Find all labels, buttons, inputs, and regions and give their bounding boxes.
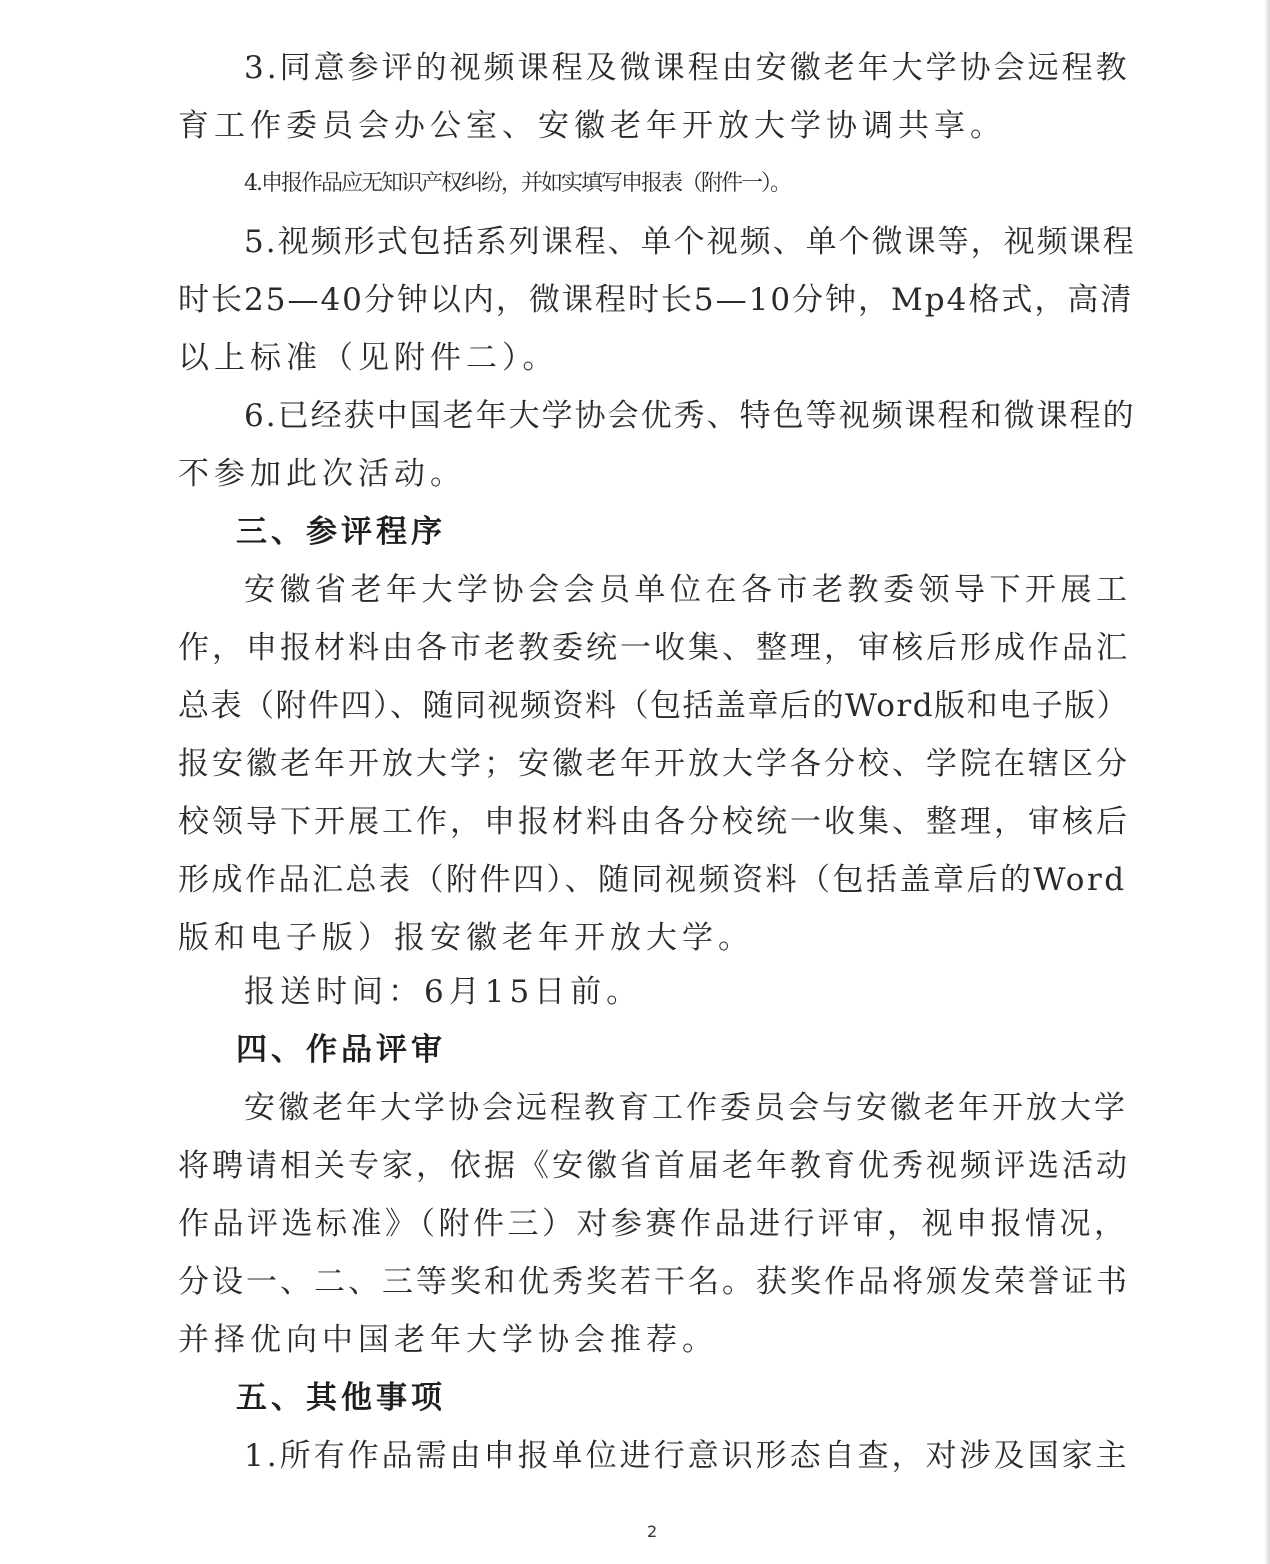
text-line: 3.同意参评的视频课程及微课程由安徽老年大学协会远程教 <box>244 50 1130 86</box>
text-line: 安徽老年大学协会远程教育工作委员会与安徽老年开放大学 <box>244 1090 1128 1126</box>
text-line: 1.所有作品需由申报单位进行意识形态自查，对涉及国家主 <box>244 1438 1130 1474</box>
text-line: 并择优向中国老年大学协会推荐。 <box>178 1322 718 1358</box>
text-line: 校领导下开展工作，申报材料由各分校统一收集、整理，审核后 <box>178 804 1130 840</box>
text-line: 育工作委员会办公室、安徽老年开放大学协调共享。 <box>178 108 1006 144</box>
text-line: 形成作品汇总表（附件四）、随同视频资料（包括盖章后的Word <box>178 862 1127 898</box>
scan-edge-shadow <box>1264 0 1270 1564</box>
section-heading: 三、参评程序 <box>236 514 446 550</box>
text-line: 报安徽老年开放大学；安徽老年开放大学各分校、学院在辖区分 <box>178 746 1130 782</box>
text-line: 报送时间：6月15日前。 <box>244 974 643 1010</box>
text-line: 4.申报作品应无知识产权纠纷，并如实填写申报表（附件一）。 <box>244 171 790 196</box>
text-line: 安徽省老年大学协会会员单位在各市老教委领导下开展工 <box>244 572 1132 608</box>
section-heading: 五、其他事项 <box>236 1380 446 1416</box>
text-line: 作品评选标准》（附件三）对参赛作品进行评审，视申报情况， <box>178 1206 1129 1242</box>
text-line: 分设一、二、三等奖和优秀奖若干名。获奖作品将颁发荣誉证书 <box>178 1264 1130 1300</box>
text-line: 总表（附件四）、随同视频资料（包括盖章后的Word版和电子版） <box>178 688 1130 724</box>
page-number: 2 <box>647 1522 658 1541</box>
text-line: 不参加此次活动。 <box>178 456 466 492</box>
section-heading: 四、作品评审 <box>236 1032 446 1068</box>
text-line: 5.视频形式包括系列课程、单个视频、单个微课等，视频课程 <box>244 224 1136 260</box>
text-line: 时长25—40分钟以内，微课程时长5—10分钟，Mp4格式，高清 <box>178 282 1134 318</box>
text-line: 6.已经获中国老年大学协会优秀、特色等视频课程和微课程的 <box>244 398 1136 434</box>
text-line: 以上标准（见附件二）。 <box>178 340 559 376</box>
text-line: 作，申报材料由各市老教委统一收集、整理，审核后形成作品汇 <box>178 630 1130 666</box>
text-line: 将聘请相关专家，依据《安徽省首届老年教育优秀视频评选活动 <box>178 1148 1130 1184</box>
text-line: 版和电子版）报安徽老年开放大学。 <box>178 920 754 956</box>
